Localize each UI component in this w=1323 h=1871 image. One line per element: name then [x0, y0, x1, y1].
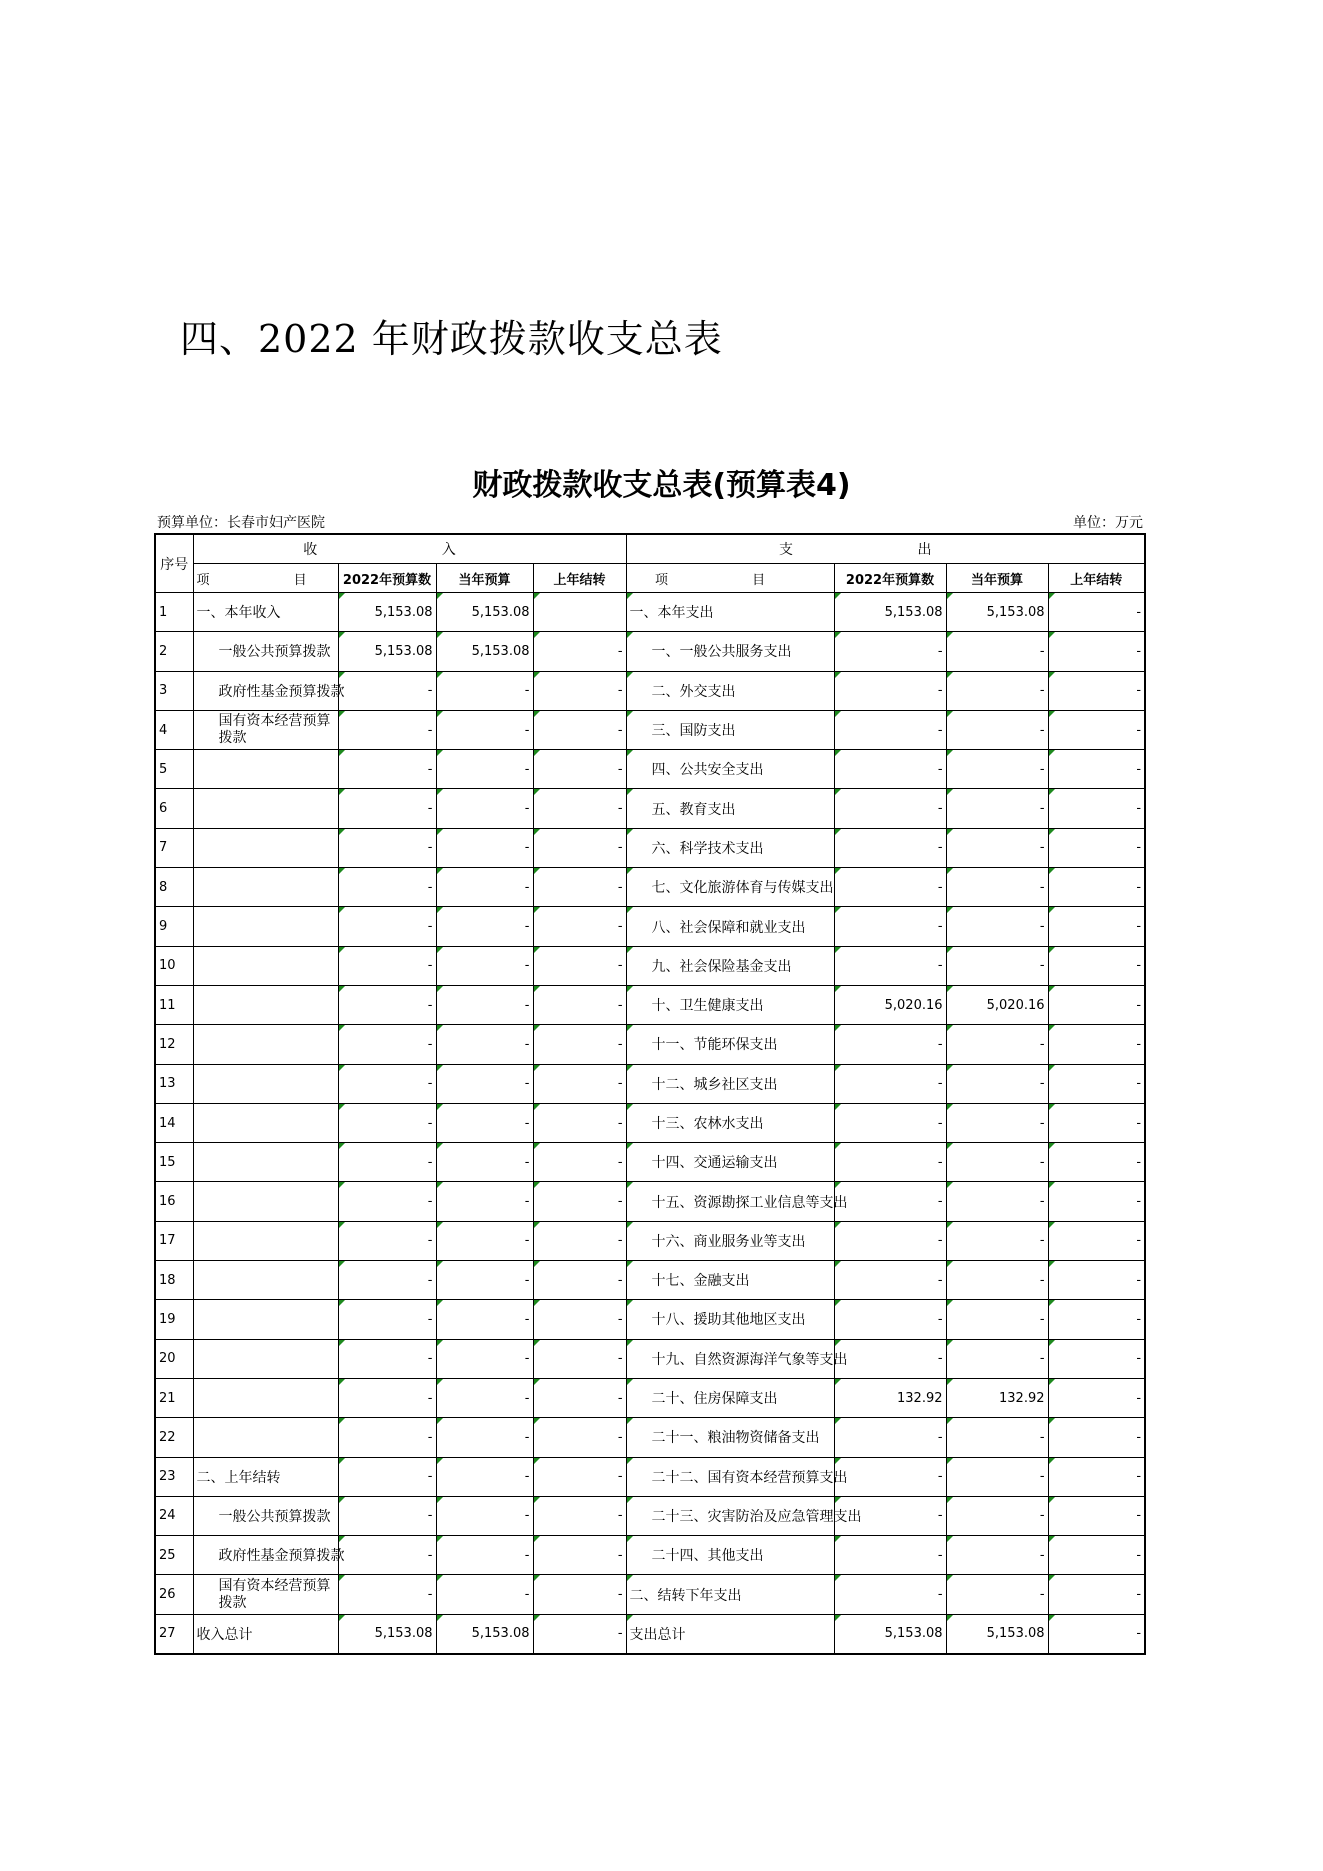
income-carryover: - [533, 1261, 626, 1300]
expense-item: 十六、商业服务业等支出 [626, 1221, 834, 1260]
row-seq: 6 [155, 789, 193, 828]
expense-carryover: - [1048, 632, 1145, 671]
income-carryover: - [533, 750, 626, 789]
table-row [155, 750, 1145, 789]
expense-item: 五、教育支出 [626, 789, 834, 828]
income-item: 政府性基金预算拨款 [193, 671, 338, 710]
expense-item: 十、卫生健康支出 [626, 985, 834, 1024]
income-current: - [436, 985, 533, 1024]
income-current: - [436, 1378, 533, 1417]
row-seq: 13 [155, 1064, 193, 1103]
income-current: - [436, 1339, 533, 1378]
expense-2022: - [834, 1536, 946, 1575]
income-carryover: - [533, 1182, 626, 1221]
expense-carryover: - [1048, 1614, 1145, 1654]
income-2022: - [338, 1064, 436, 1103]
expense-carryover: - [1048, 1536, 1145, 1575]
expense-carryover: - [1048, 1261, 1145, 1300]
expense-2022: - [834, 1418, 946, 1457]
table-row [155, 1064, 1145, 1103]
income-item [193, 907, 338, 946]
expense-2022: 5,020.16 [834, 985, 946, 1024]
income-current: - [436, 671, 533, 710]
income-current: 5,153.08 [436, 632, 533, 671]
income-2022-header: 2022年预算数 [338, 564, 436, 593]
expense-carryover: - [1048, 1025, 1145, 1064]
row-seq: 1 [155, 593, 193, 632]
income-2022: - [338, 907, 436, 946]
expense-current: - [946, 789, 1048, 828]
expense-2022: - [834, 789, 946, 828]
income-2022: - [338, 946, 436, 985]
table-row [155, 671, 1145, 710]
row-seq: 2 [155, 632, 193, 671]
income-item-header: 项 目 [193, 564, 338, 593]
expense-current: - [946, 1103, 1048, 1142]
expense-item-header: 项 目 [626, 564, 834, 593]
income-carryover: - [533, 1418, 626, 1457]
income-current: - [436, 1103, 533, 1142]
income-carryover: - [533, 1575, 626, 1614]
income-2022: - [338, 750, 436, 789]
table-row [155, 1378, 1145, 1417]
row-seq: 12 [155, 1025, 193, 1064]
table-row [155, 1182, 1145, 1221]
income-2022: - [338, 789, 436, 828]
row-seq: 27 [155, 1614, 193, 1654]
expense-2022: - [834, 1182, 946, 1221]
table-row [155, 593, 1145, 632]
income-2022: 5,153.08 [338, 593, 436, 632]
income-2022: - [338, 1496, 436, 1535]
income-carryover [533, 593, 626, 632]
expense-carryover: - [1048, 1378, 1145, 1417]
income-2022: - [338, 1339, 436, 1378]
income-item [193, 1418, 338, 1457]
expense-item: 十二、城乡社区支出 [626, 1064, 834, 1103]
table-row [155, 1536, 1145, 1575]
income-current: - [436, 1261, 533, 1300]
income-header: 收 入 [193, 534, 626, 564]
expense-current: - [946, 1536, 1048, 1575]
table-row [155, 1103, 1145, 1142]
income-carryover: - [533, 1614, 626, 1654]
income-carryover: - [533, 1300, 626, 1339]
row-seq: 22 [155, 1418, 193, 1457]
income-2022: - [338, 1221, 436, 1260]
expense-carryover: - [1048, 1575, 1145, 1614]
income-item: 一般公共预算拨款 [193, 632, 338, 671]
income-2022: - [338, 868, 436, 907]
seq-header: 序号 [155, 534, 193, 593]
income-2022: - [338, 1103, 436, 1142]
table-title: 财政拨款收支总表(预算表4) [472, 468, 851, 503]
expense-item: 二十一、粮油物资储备支出 [626, 1418, 834, 1457]
income-current: - [436, 1457, 533, 1496]
row-seq: 19 [155, 1300, 193, 1339]
income-carryover: - [533, 789, 626, 828]
expense-item: 一、本年支出 [626, 593, 834, 632]
expense-current: 5,020.16 [946, 985, 1048, 1024]
expense-item: 一、一般公共服务支出 [626, 632, 834, 671]
income-item [193, 1143, 338, 1182]
income-current: - [436, 828, 533, 867]
budget-unit: 预算单位：长春市妇产医院 [157, 515, 325, 531]
income-item [193, 1064, 338, 1103]
income-current: - [436, 1496, 533, 1535]
income-current: - [436, 1300, 533, 1339]
expense-carryover: - [1048, 946, 1145, 985]
income-current: - [436, 1182, 533, 1221]
row-seq: 23 [155, 1457, 193, 1496]
expense-current: - [946, 632, 1048, 671]
expense-current: - [946, 828, 1048, 867]
expense-current: 5,153.08 [946, 1614, 1048, 1654]
expense-2022: - [834, 1575, 946, 1614]
row-seq: 11 [155, 985, 193, 1024]
income-current: - [436, 1025, 533, 1064]
expense-carryover: - [1048, 789, 1145, 828]
expense-item: 二十、住房保障支出 [626, 1378, 834, 1417]
income-2022: - [338, 1025, 436, 1064]
expense-carryover: - [1048, 750, 1145, 789]
income-current: - [436, 946, 533, 985]
row-seq: 3 [155, 671, 193, 710]
expense-item: 二十三、灾害防治及应急管理支出 [626, 1496, 834, 1535]
expense-2022: - [834, 907, 946, 946]
row-seq: 5 [155, 750, 193, 789]
table-row [155, 789, 1145, 828]
income-2022: - [338, 1536, 436, 1575]
row-seq: 18 [155, 1261, 193, 1300]
expense-carryover: - [1048, 1418, 1145, 1457]
income-carryover: - [533, 632, 626, 671]
expense-current: - [946, 750, 1048, 789]
income-item: 二、上年结转 [193, 1457, 338, 1496]
expense-item: 二十二、国有资本经营预算支出 [626, 1457, 834, 1496]
table-row [155, 907, 1145, 946]
expense-2022: 132.92 [834, 1378, 946, 1417]
expense-current: - [946, 1575, 1048, 1614]
expense-2022: 5,153.08 [834, 1614, 946, 1654]
income-carryover-header: 上年结转 [533, 564, 626, 593]
expense-carryover: - [1048, 828, 1145, 867]
income-current: - [436, 750, 533, 789]
table-row [155, 828, 1145, 867]
income-carryover: - [533, 710, 626, 749]
expense-2022: - [834, 750, 946, 789]
table-row [155, 946, 1145, 985]
expense-item: 二、结转下年支出 [626, 1575, 834, 1614]
table-row [155, 1614, 1145, 1654]
expense-carryover: - [1048, 1339, 1145, 1378]
table-row [155, 1261, 1145, 1300]
income-item [193, 1378, 338, 1417]
expense-item: 十九、自然资源海洋气象等支出 [626, 1339, 834, 1378]
income-item [193, 1182, 338, 1221]
expense-current: - [946, 671, 1048, 710]
income-item: 收入总计 [193, 1614, 338, 1654]
table-row [155, 632, 1145, 671]
expense-item: 十八、援助其他地区支出 [626, 1300, 834, 1339]
currency-unit: 单位：万元 [1073, 515, 1143, 531]
income-2022: - [338, 1575, 436, 1614]
expense-current: 132.92 [946, 1378, 1048, 1417]
expense-current: - [946, 1496, 1048, 1535]
expense-2022: - [834, 1103, 946, 1142]
expense-current: - [946, 1300, 1048, 1339]
expense-carryover: - [1048, 1103, 1145, 1142]
income-carryover: - [533, 985, 626, 1024]
expense-2022: - [834, 1496, 946, 1535]
income-2022: - [338, 1378, 436, 1417]
income-carryover: - [533, 1025, 626, 1064]
income-item [193, 1221, 338, 1260]
income-current: - [436, 1064, 533, 1103]
expense-carryover: - [1048, 1221, 1145, 1260]
budget-table [154, 533, 1146, 1655]
income-carryover: - [533, 1143, 626, 1182]
income-carryover: - [533, 1103, 626, 1142]
row-seq: 8 [155, 868, 193, 907]
expense-item: 十一、节能环保支出 [626, 1025, 834, 1064]
row-seq: 17 [155, 1221, 193, 1260]
table-row [155, 1418, 1145, 1457]
income-item [193, 789, 338, 828]
expense-current: 5,153.08 [946, 593, 1048, 632]
expense-current: - [946, 710, 1048, 749]
income-carryover: - [533, 1496, 626, 1535]
expense-2022: - [834, 828, 946, 867]
row-seq: 7 [155, 828, 193, 867]
expense-carryover: - [1048, 593, 1145, 632]
expense-current: - [946, 1418, 1048, 1457]
table-row [155, 1575, 1145, 1614]
row-seq: 26 [155, 1575, 193, 1614]
income-item [193, 828, 338, 867]
income-item [193, 1103, 338, 1142]
income-2022: - [338, 1143, 436, 1182]
expense-current: - [946, 1261, 1048, 1300]
expense-item: 十三、农林水支出 [626, 1103, 834, 1142]
income-current: - [436, 1536, 533, 1575]
expense-item: 六、科学技术支出 [626, 828, 834, 867]
expense-item: 二十四、其他支出 [626, 1536, 834, 1575]
expense-carryover: - [1048, 1300, 1145, 1339]
income-current: - [436, 907, 533, 946]
income-item: 国有资本经营预算拨款 [193, 1575, 338, 1614]
expense-2022: - [834, 1064, 946, 1103]
income-current: - [436, 1575, 533, 1614]
expense-item: 支出总计 [626, 1614, 834, 1654]
income-current: - [436, 789, 533, 828]
income-item [193, 1300, 338, 1339]
expense-current: - [946, 1025, 1048, 1064]
row-seq: 15 [155, 1143, 193, 1182]
row-seq: 25 [155, 1536, 193, 1575]
expense-carryover: - [1048, 1143, 1145, 1182]
table-row [155, 1143, 1145, 1182]
income-item: 国有资本经营预算拨款 [193, 710, 338, 749]
expense-2022: - [834, 1221, 946, 1260]
expense-current: - [946, 1221, 1048, 1260]
section-title: 四、2022 年财政拨款收支总表 [180, 317, 723, 361]
expense-current: - [946, 907, 1048, 946]
income-carryover: - [533, 1457, 626, 1496]
income-item [193, 1261, 338, 1300]
expense-current-header: 当年预算 [946, 564, 1048, 593]
expense-item: 七、文化旅游体育与传媒支出 [626, 868, 834, 907]
expense-item: 十五、资源勘探工业信息等支出 [626, 1182, 834, 1221]
expense-carryover: - [1048, 985, 1145, 1024]
expense-item: 四、公共安全支出 [626, 750, 834, 789]
expense-carryover: - [1048, 868, 1145, 907]
expense-2022: - [834, 1261, 946, 1300]
expense-2022: - [834, 1025, 946, 1064]
income-current: 5,153.08 [436, 1614, 533, 1654]
income-carryover: - [533, 1339, 626, 1378]
expense-2022: - [834, 632, 946, 671]
expense-2022: 5,153.08 [834, 593, 946, 632]
income-2022: 5,153.08 [338, 632, 436, 671]
expense-current: - [946, 1457, 1048, 1496]
expense-carryover: - [1048, 907, 1145, 946]
expense-current: - [946, 1143, 1048, 1182]
income-current: - [436, 710, 533, 749]
income-carryover: - [533, 1221, 626, 1260]
expense-2022: - [834, 710, 946, 749]
income-2022: - [338, 1418, 436, 1457]
expense-item: 二、外交支出 [626, 671, 834, 710]
table-row [155, 868, 1145, 907]
income-2022: - [338, 1261, 436, 1300]
income-carryover: - [533, 1064, 626, 1103]
income-carryover: - [533, 868, 626, 907]
expense-current: - [946, 1339, 1048, 1378]
table-row [155, 985, 1145, 1024]
income-2022: - [338, 985, 436, 1024]
expense-2022: - [834, 671, 946, 710]
income-item [193, 868, 338, 907]
expense-carryover: - [1048, 1182, 1145, 1221]
expense-current: - [946, 1064, 1048, 1103]
row-seq: 10 [155, 946, 193, 985]
income-carryover: - [533, 828, 626, 867]
income-current: - [436, 868, 533, 907]
expense-item: 八、社会保障和就业支出 [626, 907, 834, 946]
expense-header: 支 出 [626, 534, 1145, 564]
table-row [155, 1025, 1145, 1064]
income-item: 政府性基金预算拨款 [193, 1536, 338, 1575]
expense-carryover-header: 上年结转 [1048, 564, 1145, 593]
income-carryover: - [533, 907, 626, 946]
expense-2022-header: 2022年预算数 [834, 564, 946, 593]
table-row [155, 710, 1145, 749]
income-2022: - [338, 710, 436, 749]
expense-2022: - [834, 1457, 946, 1496]
expense-current: - [946, 1182, 1048, 1221]
expense-carryover: - [1048, 671, 1145, 710]
row-seq: 21 [155, 1378, 193, 1417]
expense-2022: - [834, 946, 946, 985]
income-current: - [436, 1221, 533, 1260]
expense-item: 三、国防支出 [626, 710, 834, 749]
income-carryover: - [533, 671, 626, 710]
table-row [155, 1300, 1145, 1339]
row-seq: 20 [155, 1339, 193, 1378]
expense-item: 十四、交通运输支出 [626, 1143, 834, 1182]
table-row [155, 1221, 1145, 1260]
expense-2022: - [834, 1300, 946, 1339]
row-seq: 16 [155, 1182, 193, 1221]
table-row [155, 1496, 1145, 1535]
income-carryover: - [533, 1536, 626, 1575]
income-2022: - [338, 1457, 436, 1496]
income-item [193, 985, 338, 1024]
expense-carryover: - [1048, 710, 1145, 749]
income-current-header: 当年预算 [436, 564, 533, 593]
row-seq: 9 [155, 907, 193, 946]
expense-item: 十七、金融支出 [626, 1261, 834, 1300]
income-2022: - [338, 671, 436, 710]
expense-2022: - [834, 1143, 946, 1182]
income-current: 5,153.08 [436, 593, 533, 632]
expense-current: - [946, 946, 1048, 985]
row-seq: 24 [155, 1496, 193, 1535]
income-current: - [436, 1143, 533, 1182]
table-row [155, 1457, 1145, 1496]
income-item: 一、本年收入 [193, 593, 338, 632]
expense-2022: - [834, 868, 946, 907]
income-item [193, 750, 338, 789]
budget-table-body [155, 593, 1145, 1655]
income-2022: - [338, 1182, 436, 1221]
income-item [193, 1025, 338, 1064]
row-seq: 14 [155, 1103, 193, 1142]
expense-current: - [946, 868, 1048, 907]
income-2022: - [338, 1300, 436, 1339]
income-carryover: - [533, 946, 626, 985]
expense-item: 九、社会保险基金支出 [626, 946, 834, 985]
income-item [193, 1339, 338, 1378]
income-item [193, 946, 338, 985]
expense-carryover: - [1048, 1496, 1145, 1535]
income-item: 一般公共预算拨款 [193, 1496, 338, 1535]
row-seq: 4 [155, 710, 193, 749]
expense-carryover: - [1048, 1457, 1145, 1496]
expense-carryover: - [1048, 1064, 1145, 1103]
expense-2022: - [834, 1339, 946, 1378]
income-carryover: - [533, 1378, 626, 1417]
income-2022: 5,153.08 [338, 1614, 436, 1654]
table-row [155, 1339, 1145, 1378]
income-current: - [436, 1418, 533, 1457]
income-2022: - [338, 828, 436, 867]
